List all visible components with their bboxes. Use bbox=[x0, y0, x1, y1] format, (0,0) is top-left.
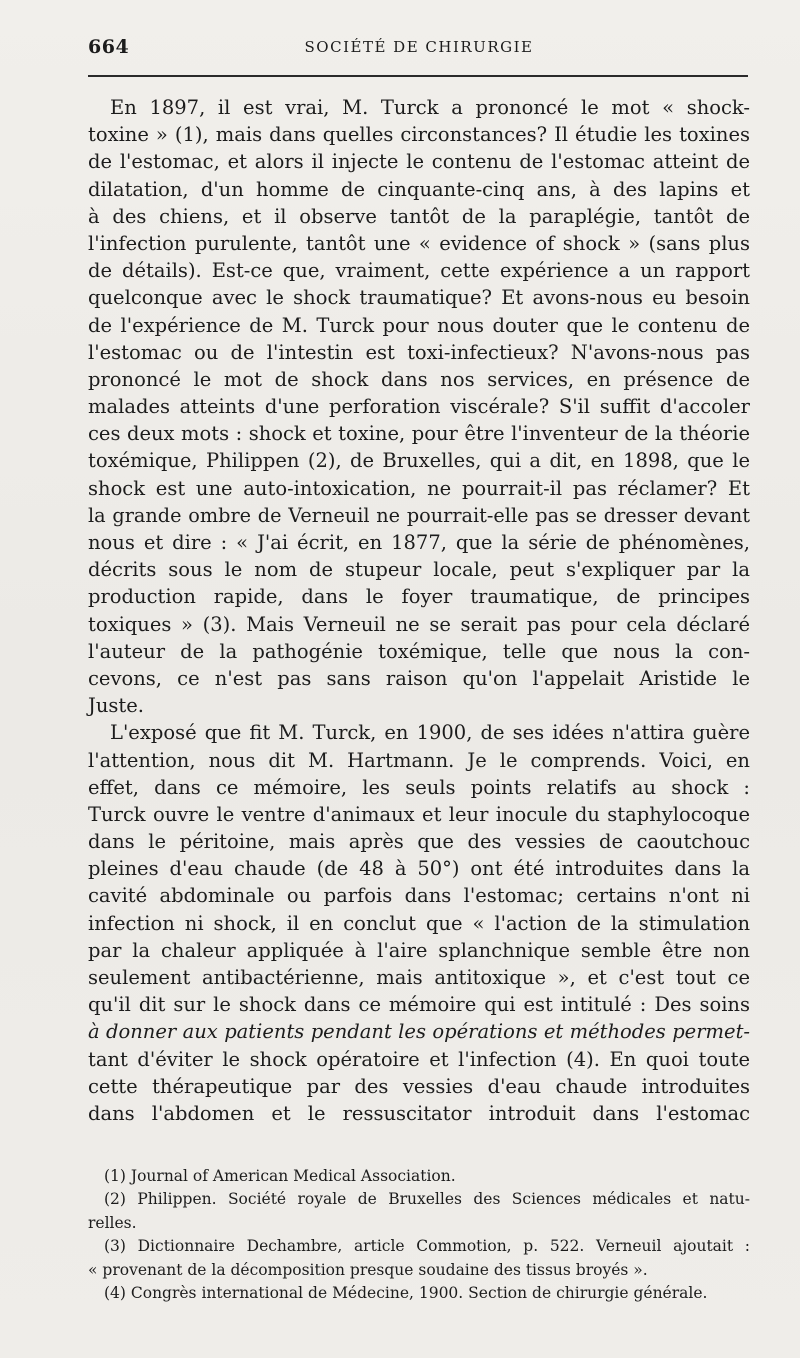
body-line: malades atteints d'une perforation viscérale? S'il suffit d'accoler bbox=[88, 395, 750, 419]
body-line: de détails). Est-ce que, vraiment, cette expérience a un rapport bbox=[88, 259, 750, 283]
body-line: cavité abdominale ou parfois dans l'estomac; certains n'ont ni bbox=[88, 884, 750, 908]
body-line: la grande ombre de Verneuil ne pourrait-elle pas se dresser devant bbox=[88, 503, 750, 527]
body-line: Turck ouvre le ventre d'animaux et leur inocule du staphylocoque bbox=[88, 802, 750, 826]
body-line: de l'estomac, et alors il injecte le contenu de l'estomac atteint de bbox=[88, 150, 750, 174]
footnote-line: (3) Dictionnaire Dechambre, article Commotion, p. 522. Verneuil ajoutait : bbox=[104, 1237, 750, 1256]
page-number: 664 bbox=[88, 36, 130, 58]
body-line: pleines d'eau chaude (de 48 à 50°) ont été introduites dans la bbox=[88, 857, 750, 881]
body-line: tant d'éviter le shock opératoire et l'infection (4). En quoi toute bbox=[88, 1047, 750, 1071]
body-line: à donner aux patients pendant les opérations et méthodes permet- bbox=[88, 1020, 750, 1044]
page-header bbox=[88, 36, 750, 60]
footnote-line: « provenant de la décomposition presque soudaine des tissus broyés ». bbox=[88, 1260, 648, 1279]
body-line: l'auteur de la pathogénie toxémique, telle que nous la con- bbox=[88, 639, 750, 663]
body-line: dans le péritoine, mais après que des vessies de caoutchouc bbox=[88, 830, 750, 854]
body-line: shock est une auto-intoxication, ne pourrait-il pas réclamer? Et bbox=[88, 476, 750, 500]
body-text bbox=[88, 94, 750, 1127]
body-line: production rapide, dans le foyer traumatique, de principes bbox=[88, 585, 750, 609]
body-line: l'estomac ou de l'intestin est toxi-infectieux? N'avons-nous pas bbox=[88, 340, 750, 364]
footnote-line: relles. bbox=[88, 1213, 137, 1232]
running-head: SOCIÉTÉ DE CHIRURGIE bbox=[304, 38, 534, 56]
body-line: nous et dire : « J'ai écrit, en 1877, que la série de phénomènes, bbox=[88, 531, 750, 554]
body-line: prononcé le mot de shock dans nos services, en présence de bbox=[88, 367, 750, 391]
footnote-line: (4) Congrès international de Médecine, 1900. Section de chirurgie générale. bbox=[104, 1283, 708, 1302]
body-line: En 1897, il est vrai, M. Turck a prononcé le mot « shock- bbox=[110, 96, 750, 119]
footnote-line: (1) Journal of American Medical Association. bbox=[104, 1167, 456, 1185]
body-line: décrits sous le nom de stupeur locale, peut s'expliquer par la bbox=[88, 558, 750, 582]
body-line: ces deux mots : shock et toxine, pour être l'inventeur de la théorie bbox=[88, 422, 750, 446]
body-line: quelconque avec le shock traumatique? Et avons-nous eu besoin bbox=[88, 286, 750, 310]
body-line: à des chiens, et il observe tantôt de la paraplégie, tantôt de bbox=[88, 204, 750, 228]
body-line: l'infection purulente, tantôt une « evidence of shock » (sans plus bbox=[88, 231, 750, 255]
body-line: toxiques » (3). Mais Verneuil ne se serait pas pour cela déclaré bbox=[88, 612, 750, 636]
footnote-line: (2) Philippen. Société royale de Bruxelles des Sciences médicales et natu- bbox=[104, 1190, 750, 1209]
body-line: seulement antibactérienne, mais antitoxique », et c'est tout ce bbox=[88, 966, 750, 989]
body-line: cevons, ce n'est pas sans raison qu'on l'appelait Aristide le bbox=[88, 666, 750, 690]
body-line: cette thérapeutique par des vessies d'eau chaude introduites bbox=[88, 1074, 750, 1098]
body-line: de l'expérience de M. Turck pour nous douter que le contenu de bbox=[88, 313, 750, 337]
header-rule bbox=[88, 75, 748, 77]
footnotes bbox=[88, 1165, 750, 1305]
body-line: toxine » (1), mais dans quelles circonstances? Il étudie les toxines bbox=[88, 123, 750, 147]
body-line: dilatation, d'un homme de cinquante-cinq ans, à des lapins et bbox=[88, 177, 750, 201]
body-line: toxémique, Philippen (2), de Bruxelles, qui a dit, en 1898, que le bbox=[88, 449, 750, 473]
body-line: par la chaleur appliquée à l'aire splanchnique semble être non bbox=[88, 938, 750, 962]
body-line: L'exposé que fit M. Turck, en 1900, de ses idées n'attira guère bbox=[110, 721, 750, 745]
body-line: l'attention, nous dit M. Hartmann. Je le comprends. Voici, en bbox=[88, 748, 750, 772]
body-line: infection ni shock, il en conclut que « l'action de la stimulation bbox=[88, 911, 750, 935]
body-line: effet, dans ce mémoire, les seuls points relatifs au shock : bbox=[88, 775, 750, 799]
body-line: qu'il dit sur le shock dans ce mémoire qui est intitulé : Des soins bbox=[88, 993, 750, 1017]
body-line: Juste. bbox=[88, 694, 144, 718]
body-line: dans l'abdomen et le ressuscitator introduit dans l'estomac bbox=[88, 1101, 750, 1125]
